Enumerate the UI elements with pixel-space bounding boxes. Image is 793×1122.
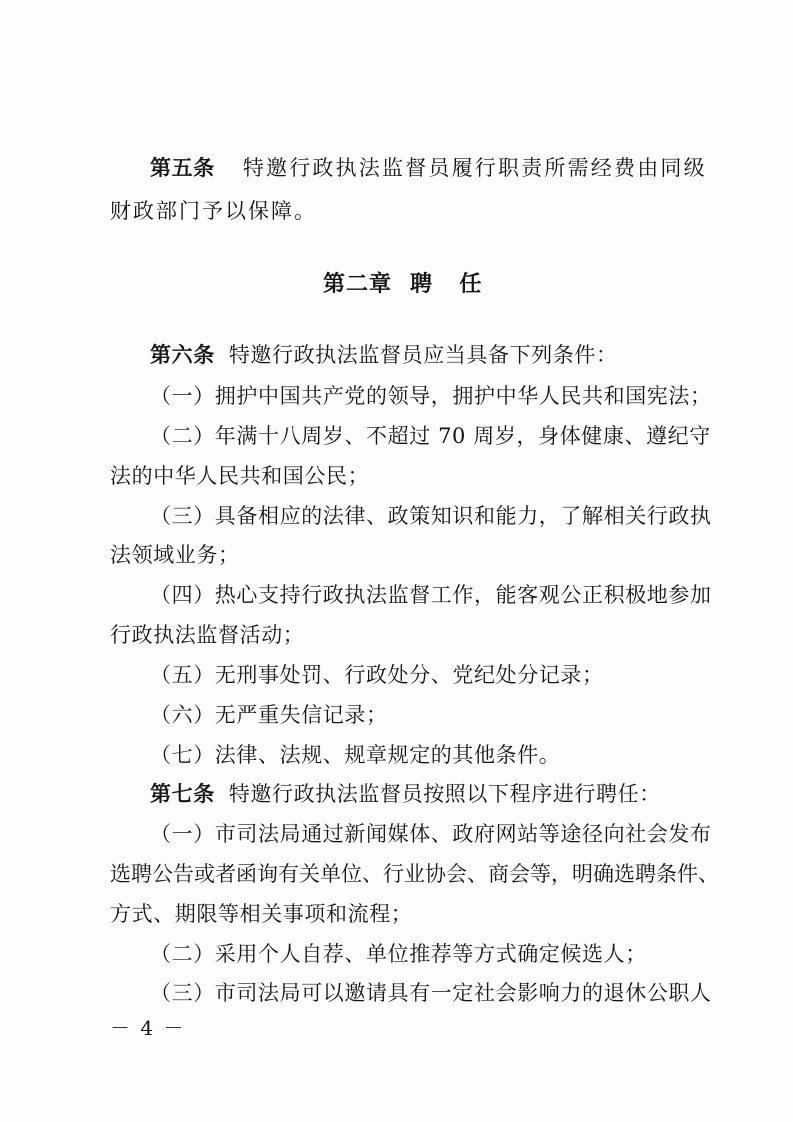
- article6-item4-line2: 行政执法监督活动；: [110, 623, 305, 647]
- article7-item1-line1: （一）市司法局通过新闻媒体、政府网站等途径向社会发布: [150, 822, 712, 846]
- article6-item3-line1: （三）具备相应的法律、政策知识和能力，了解相关行政执: [150, 504, 712, 528]
- article6-intro-line: [150, 340, 618, 370]
- chapter-name: 聘 任: [410, 272, 486, 297]
- article7-item3: （三）市司法局可以邀请具有一定社会影响力的退休公职人: [150, 981, 712, 1005]
- article6-item6: （六）无严重失信记录；: [150, 703, 388, 727]
- article7-intro: 特邀行政执法监督员按照以下程序进行聘任：: [228, 782, 661, 806]
- article7-label: 第七条: [150, 782, 215, 806]
- article7-intro-line: [150, 779, 661, 809]
- chapter-heading: [323, 267, 485, 298]
- article6-intro: 特邀行政执法监督员应当具备下列条件：: [228, 343, 618, 367]
- article6-item2-line2: 法的中华人民共和国公民；: [110, 464, 370, 488]
- article6-item7: （七）法律、法规、规章规定的其他条件。: [150, 743, 561, 767]
- article7-item2: （二）采用个人自荐、单位推荐等方式确定候选人；: [150, 942, 647, 966]
- page-number: － 4 －: [110, 1016, 186, 1040]
- article6-label: 第六条: [150, 343, 215, 367]
- article6-item5: （五）无刑事处罚、行政处分、党纪处分记录；: [150, 663, 604, 687]
- article6-item1: （一）拥护中国共产党的领导，拥护中华人民共和国宪法；: [150, 384, 712, 408]
- article5-text-line1: 特邀行政执法监督员履行职责所需经费由同级: [242, 156, 707, 180]
- chapter-number: 第二章: [323, 272, 393, 297]
- article5-label: 第五条: [150, 156, 215, 180]
- article6-item4-line1: （四）热心支持行政执法监督工作，能客观公正积极地参加: [150, 583, 712, 607]
- article5-text-line2: 财政部门予以保障。: [110, 199, 317, 223]
- article6-item2-line1: （二）年满十八周岁、不超过 70 周岁，身体健康、遵纪守: [150, 424, 711, 448]
- article5-line1: [150, 153, 707, 183]
- article6-item3-line2: 法领域业务；: [110, 543, 240, 567]
- article7-item1-line2: 选聘公告或者函询有关单位、行业协会、商会等，明确选聘条件、: [110, 862, 719, 886]
- article7-item1-line3: 方式、期限等相关事项和流程；: [110, 902, 413, 926]
